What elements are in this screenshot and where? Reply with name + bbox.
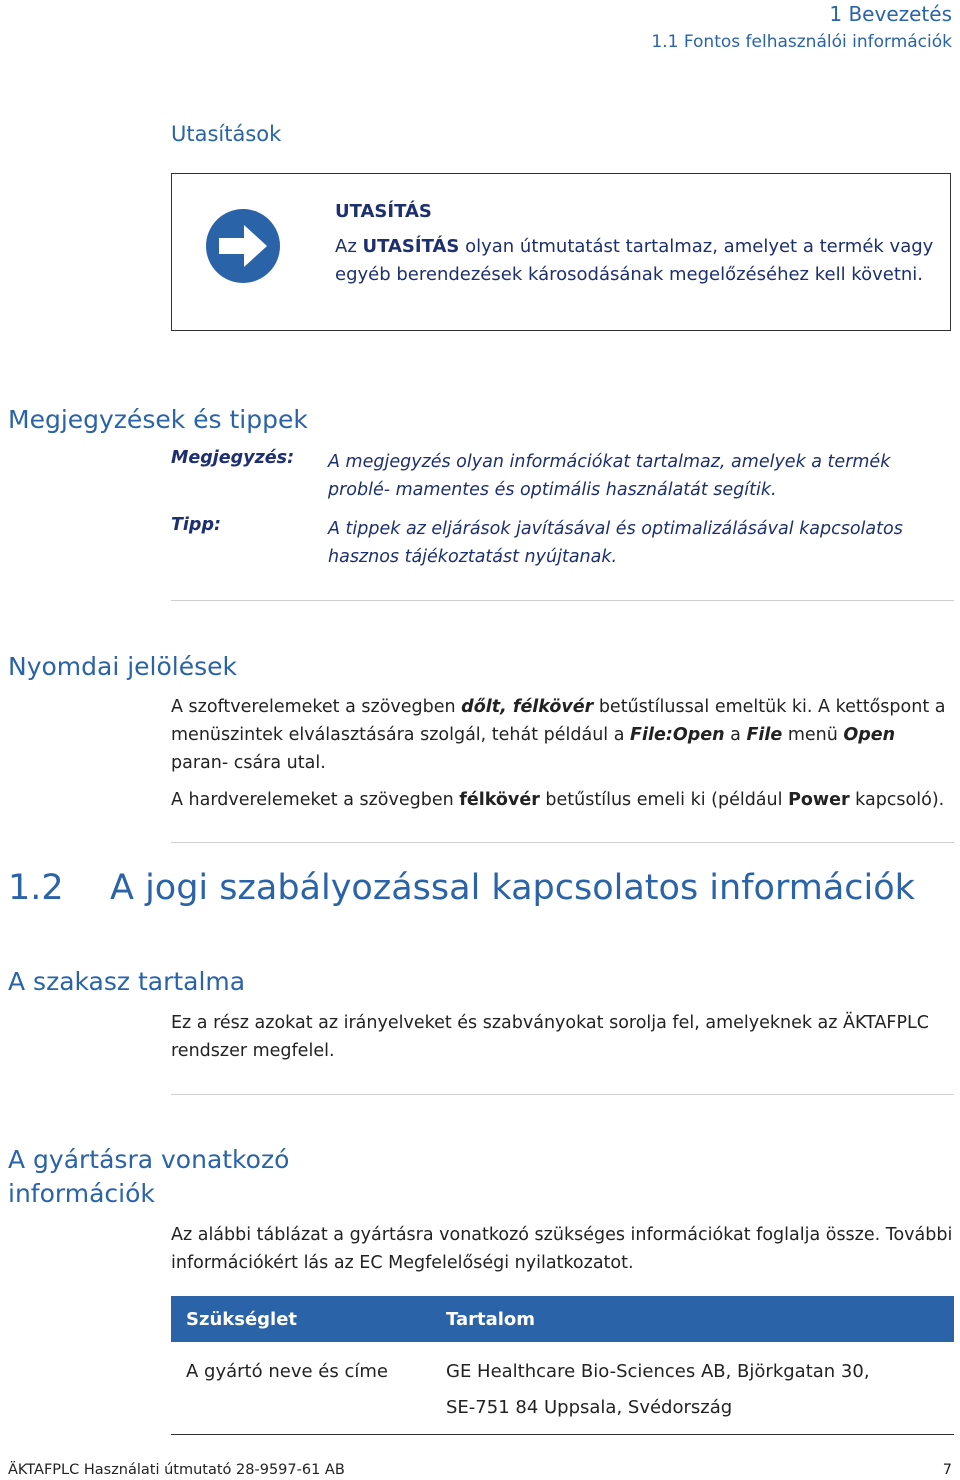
notice-text: Az UTASÍTÁS olyan útmutatást tartalmaz, amelyet a termék vagy egyéb berendezések károsodásának megelőzéséhez kell követni. <box>335 236 934 285</box>
table-header-row <box>171 1296 954 1342</box>
arrow-right-icon <box>206 209 280 283</box>
divider <box>171 600 954 601</box>
column-header: Tartalom <box>431 1296 954 1342</box>
typography-paragraph-1: A szoftverelemeket a szövegben dőlt, félkövér betűstílussal emeltük ki. A kettőspont a menüszintek elválasztására szolgál, tehát például a File:Open a File menü Open paran- csára utal. <box>171 697 946 773</box>
running-header-chapter: 1 Bevezetés <box>829 2 952 26</box>
section-title: 1.2 A jogi szabályozással kapcsolatos információk <box>8 868 915 908</box>
manufacturing-heading: A gyártásra vonatkozó információk <box>8 1145 290 1208</box>
typography-paragraph-2: A hardverelemeket a szövegben félkövér betűstílus emeli ki (például Power kapcsoló). <box>171 790 945 810</box>
table-cell: A gyártó neve és címe <box>171 1342 431 1435</box>
table-row <box>171 1342 954 1435</box>
note-label: Megjegyzés: <box>171 448 295 468</box>
note-text: A megjegyzés olyan információkat tartalmaz, amelyek a termék problé- mamentes és optimális használatát segítik. <box>328 452 891 500</box>
page-number: 7 <box>942 1462 952 1478</box>
footer-document-id: ÄKTAFPLC Használati útmutató 28-9597-61 AB <box>8 1462 345 1478</box>
tip-text: A tippek az eljárások javításával és optimalizálásával kapcsolatos hasznos tájékoztatást nyújtanak. <box>328 519 903 567</box>
contents-heading: A szakasz tartalma <box>8 967 246 996</box>
table-cell: GE Healthcare Bio-Sciences AB, Björkgatan 30, SE-751 84 Uppsala, Svédország <box>431 1342 954 1435</box>
contents-text: Ez a rész azokat az irányelveket és szabványokat sorolja fel, amelyeknek az ÄKTAFPLC rendszer megfelel. <box>171 1013 930 1061</box>
tip-label: Tipp: <box>171 515 221 535</box>
divider <box>171 1094 954 1095</box>
manufacturing-table <box>171 1296 954 1435</box>
manufacturing-text: Az alábbi táblázat a gyártásra vonatkozó szükséges információkat foglalja össze. További információkért lás az EC Megfelelőségi nyilatkozatot. <box>171 1225 953 1273</box>
notes-heading: Megjegyzések és tippek <box>8 405 308 434</box>
instructions-heading: Utasítások <box>171 122 282 146</box>
typography-heading: Nyomdai jelölések <box>8 652 238 681</box>
column-header: Szükséglet <box>171 1296 431 1342</box>
running-header-section: 1.1 Fontos felhasználói információk <box>651 32 952 52</box>
notice-title: UTASÍTÁS <box>335 201 432 222</box>
divider <box>171 842 954 843</box>
